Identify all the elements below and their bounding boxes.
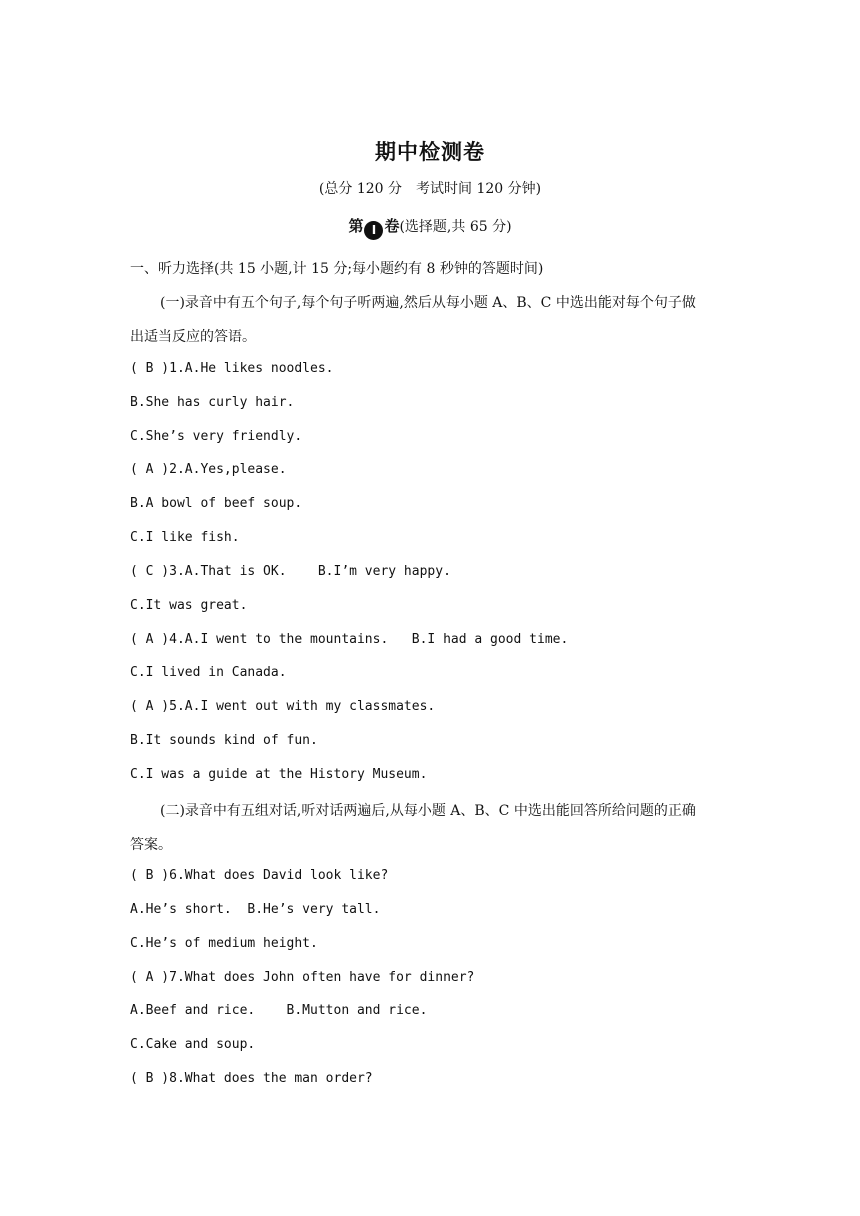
part-mark — [348, 215, 399, 240]
part-numeral-badge: Ⅰ — [364, 221, 383, 240]
question-7-options-ab: A.Beef and rice. B.Mutton and rice. — [130, 1003, 428, 1018]
part-header — [0, 215, 860, 240]
exam-subtitle: (总分 120 分 考试时间 120 分钟) — [318, 181, 542, 197]
question-4: ( A )4.A.I went to the mountains. B.I had a good time. — [130, 632, 569, 647]
question-7-option-c: C.Cake and soup. — [130, 1037, 256, 1052]
question-8: ( B )8.What does the man order? — [130, 1071, 373, 1086]
subsection-2-instruction-cont: 答案。 — [130, 837, 172, 853]
question-1-option-c: C.She’s very friendly. — [130, 429, 303, 444]
part-mark-suffix: 卷 — [384, 217, 400, 235]
question-2-option-b: B.A bowl of beef soup. — [130, 496, 303, 511]
question-4-option-c: C.I lived in Canada. — [130, 665, 287, 680]
question-7: ( A )7.What does John often have for dinner? — [130, 970, 475, 985]
question-5: ( A )5.A.I went out with my classmates. — [130, 699, 436, 714]
question-3-option-c: C.It was great. — [130, 598, 248, 613]
section-heading: 一、听力选择(共 15 小题,计 15 分;每小题约有 8 秒钟的答题时间) — [130, 261, 544, 277]
question-6-option-c: C.He’s of medium height. — [130, 936, 318, 951]
question-6: ( B )6.What does David look like? — [130, 868, 389, 883]
question-5-option-b: B.It sounds kind of fun. — [130, 733, 318, 748]
subsection-1-instruction-cont: 出适当反应的答语。 — [130, 329, 256, 345]
question-1-option-b: B.She has curly hair. — [130, 395, 295, 410]
subsection-2-instruction: (二)录音中有五组对话,听对话两遍后,从每小题 A、B、C 中选出能回答所给问题的正确 — [160, 803, 696, 819]
exam-title: 期中检测卷 — [375, 140, 485, 164]
question-1: ( B )1.A.He likes noodles. — [130, 361, 334, 376]
question-2: ( A )2.A.Yes,please. — [130, 462, 287, 477]
question-5-option-c: C.I was a guide at the History Museum. — [130, 767, 428, 782]
question-3: ( C )3.A.That is OK. B.I’m very happy. — [130, 564, 451, 579]
subsection-1-instruction: (一)录音中有五个句子,每个句子听两遍,然后从每小题 A、B、C 中选出能对每个句子做 — [160, 295, 696, 311]
part-mark-prefix: 第 — [348, 217, 364, 235]
question-2-option-c: C.I like fish. — [130, 530, 240, 545]
question-6-options-ab: A.He’s short. B.He’s very tall. — [130, 902, 381, 917]
part-info: (选择题,共 65 分) — [399, 219, 512, 235]
